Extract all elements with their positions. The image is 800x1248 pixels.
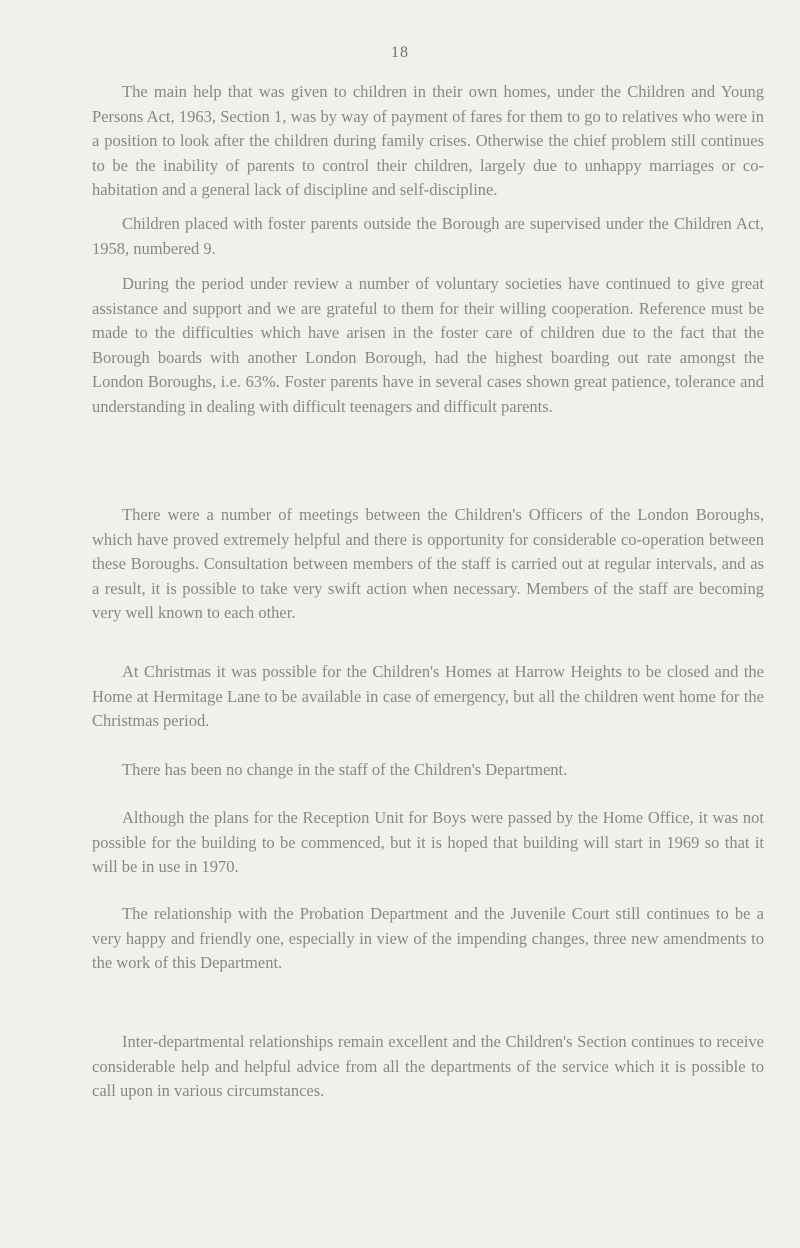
paragraph-4: There were a number of meetings between the Children's Officers of the London Boroughs, which have proved extremely helpful and there is opportunity for considerable co-operation between these Boroughs. Consultation between members of the staff is carried out at regular intervals, and as a result, it is possible to take very swift action when necessary. Members of the staff are becoming very well known to each other. [92,505,764,622]
paragraph-8: The relationship with the Probation Department and the Juvenile Court still continues to be a very happy and friendly one, especially in view of the impending changes, three new amendments to the work of this Department. [92,904,764,972]
paragraph-7: Although the plans for the Reception Unit for Boys were passed by the Home Office, it was not possible for the building to be commenced, but it is hoped that building will start in 1969 so that it will be in use in 1970. [92,808,764,876]
paragraph-3: During the period under review a number of voluntary societies have continued to give great assistance and support and we are grateful to them for their willing cooperation. Reference must be made to the difficulties which have arisen in the foster care of children due to the fact that the Borough boards with another London Borough, had the highest boarding out rate amongst the London Boroughs, i.e. 63%. Foster parents have in several cases shown great patience, tolerance and understanding in dealing with difficult teenagers and difficult parents. [92,274,764,416]
paragraph-6: There has been no change in the staff of the Children's Department. [122,760,568,779]
paragraph-5: At Christmas it was possible for the Children's Homes at Harrow Heights to be closed and the Home at Hermitage Lane to be available in case of emergency, but all the children went home for the Christmas period. [92,662,764,730]
paragraph-9: Inter-departmental relationships remain excellent and the Children's Section continues to receive considerable help and helpful advice from all the departments of the service which it is possible to call upon in various circumstances. [92,1032,764,1100]
paragraph-1: The main help that was given to children in their own homes, under the Children and Young Persons Act, 1963, Section 1, was by way of payment of fares for them to go to relatives who were in a position to look after the children during family crises. Otherwise the chief problem still continues to be the inability of parents to control their children, largely due to unhappy marriages or co-habitation and a general lack of discipline and self-discipline. [92,82,764,199]
page-number: 18 [391,44,409,61]
paragraph-2: Children placed with foster parents outside the Borough are supervised under the Children Act, 1958, numbered 9. [92,214,764,258]
